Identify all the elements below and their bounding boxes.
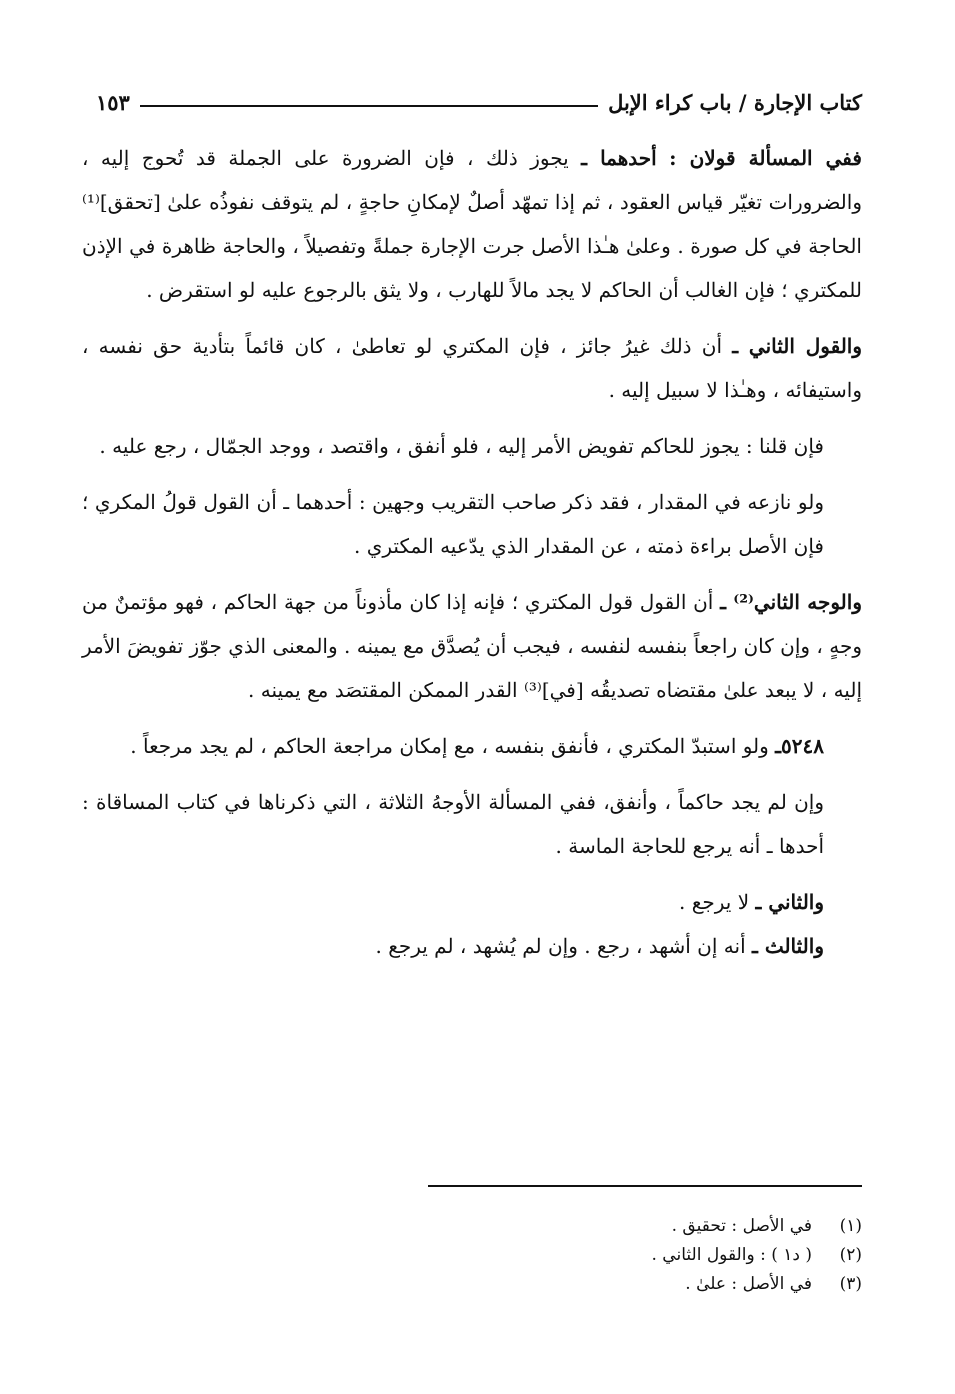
paragraph-lead-2: أحدهما ـ <box>581 146 657 170</box>
paragraph-text: أن ذلك غيرُ جائز ، فإن المكتري لو تعاطىٰ ، كان قائماً بتأدية حق نفسه ، واستيفائه ، وهـٰذا لا سبيل إليه . <box>82 334 862 402</box>
paragraph-2 <box>82 324 862 412</box>
footnote-rule <box>428 1185 862 1187</box>
footnote-text: في الأصل : علىٰ . <box>685 1274 812 1294</box>
footnote-1 <box>300 1212 862 1241</box>
paragraph-text: لا يرجع . <box>679 890 750 914</box>
paragraph-6 <box>82 724 862 768</box>
section-number: ٥٢٤٨ـ <box>775 734 824 758</box>
paragraph-lead: والقول الثاني ـ <box>732 334 863 358</box>
paragraph-8 <box>82 880 862 924</box>
paragraph-text: يجوز ذلك ، فإن الضرورة على الجملة قد تُحوج إليه ، والضرورات تغيّر قياس العقود ، ثم إذا تمهّد أصلٌ لإمكانِ حاجةٍ ، لم يتوقف نفوذُه علىٰ [تحقق]⁽¹⁾ الحاجة في كل صورة . وعلىٰ هـٰذا الأصل جرت الإجارة جملةً وتفصيلاً ، والحاجة ظاهرة في الإذن للمكتري ؛ فإن الغالب أن الحاكم لا يجد مالاً للهارب ، ولا يثق بالرجوع عليه لو استقرض . <box>82 146 862 302</box>
paragraph-9 <box>82 924 862 968</box>
chapter-title: كتاب الإجارة / باب كراء الإبل <box>608 89 862 115</box>
footnote-number: (١) <box>839 1216 862 1236</box>
page-number: ١٥٣ <box>96 89 130 115</box>
paragraph-lead: ففي المسألة قولان : <box>669 146 862 170</box>
footnote-2 <box>300 1241 862 1270</box>
paragraph-text: ولو نازعه في المقدار ، فقد ذكر صاحب التقريب وجهين : أحدهما ـ أن القول قولُ المكري ؛ فإن الأصل براءة ذمته ، عن المقدار الذي يدّعيه المكتري . <box>82 490 824 558</box>
paragraph-5 <box>82 580 862 712</box>
main-text <box>82 136 862 980</box>
header-rule <box>140 105 598 107</box>
paragraph-lead: والثاني ـ <box>755 890 824 914</box>
paragraph-lead: والثالث ـ <box>752 934 824 958</box>
paragraph-7 <box>82 780 862 868</box>
paragraph-text: أنه إن أشهد ، رجع . وإن لم يُشهد ، لم يرجع . <box>375 934 746 958</box>
paragraph-lead: والوجه الثاني⁽²⁾ ـ <box>720 590 862 614</box>
paragraph-4 <box>82 480 862 568</box>
footnote-text: في الأصل : تحقيق . <box>671 1216 812 1236</box>
footnote-3 <box>300 1270 862 1299</box>
paragraph-text: وإن لم يجد حاكماً ، وأنفق، ففي المسألة الأوجهُ الثلاثة ، التي ذكرناها في كتاب المساقاة : أحدها ـ أنه يرجع للحاجة الماسة . <box>82 790 824 858</box>
paragraph-text: أن القول قول المكتري ؛ فإنه إذا كان مأذوناً من جهة الحاكم ، فهو مؤتمنٌ من وجهٍ ، وإن كان راجعاً بنفسه لنفسه ، فيجب أن يُصدَّق مع يمينه . والمعنى الذي جوّز تفويضَ الأمر إليه ، لا يبعد علىٰ مقتضاه تصديقُه [في]⁽³⁾ القدر الممكن المقتصَد مع يمينه . <box>82 590 862 702</box>
paragraph-text: فإن قلنا : يجوز للحاكم تفويض الأمر إليه ، فلو أنفق ، واقتصد ، ووجد الجمّال ، رجع عليه . <box>99 434 824 458</box>
footnote-number: (٣) <box>839 1274 862 1294</box>
paragraph-3 <box>82 424 862 468</box>
paragraph-text: ولو استبدّ المكتري ، فأنفق بنفسه ، مع إمكان مراجعة الحاكم ، لم يجد مرجعاً . <box>130 734 769 758</box>
footnote-text: ( د١ ) : والقول الثاني . <box>651 1245 812 1265</box>
footnote-number: (٢) <box>839 1245 862 1265</box>
running-header <box>96 82 862 122</box>
footnotes <box>300 1212 862 1299</box>
paragraph-1 <box>82 136 862 312</box>
